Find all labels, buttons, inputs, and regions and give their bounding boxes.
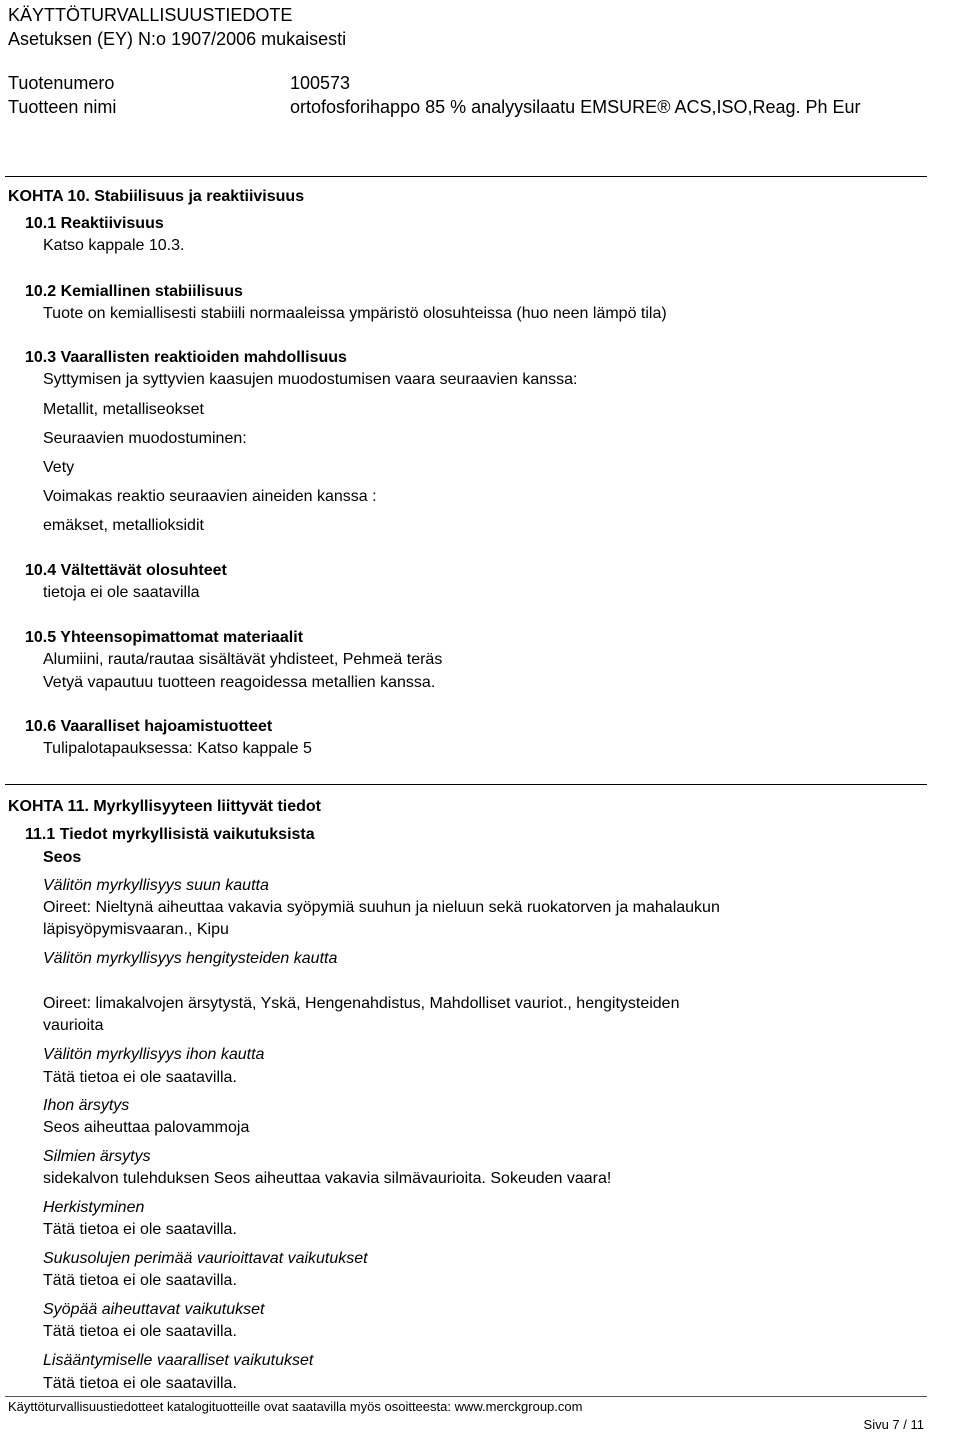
subsection-10-6-title: 10.6 Vaaralliset hajoamistuotteet (25, 718, 273, 735)
subsection-10-5-line: Alumiini, rauta/rautaa sisältävät yhdisteet, Pehmeä teräs (43, 651, 443, 668)
product-name-label: Tuotteen nimi (8, 97, 117, 117)
footer-rule (5, 1396, 927, 1397)
product-number: 100573 (290, 73, 351, 93)
oral-toxicity-line: Oireet: Nieltynä aiheuttaa vakavia syöpymiä suuhun ja nieluun sekä ruokatorven ja mahalaukun (43, 899, 720, 916)
eye-irritation-text: sidekalvon tulehduksen Seos aiheuttaa vakavia silmävaurioita. Sokeuden vaara! (43, 1170, 612, 1187)
eye-irritation-title: Silmien ärsytys (43, 1148, 151, 1165)
sensitisation-title: Herkistyminen (43, 1199, 145, 1216)
dermal-toxicity-text: Tätä tietoa ei ole saatavilla. (43, 1069, 237, 1086)
oral-toxicity-line: läpisyöpymisvaaran., Kipu (43, 921, 229, 938)
product-name: ortofosforihappo 85 % analyysilaatu EMSURE® ACS,ISO,Reag. Ph Eur (290, 97, 861, 117)
reproductive-toxicity-title: Lisääntymiselle vaaralliset vaikutukset (43, 1352, 314, 1369)
product-number-label: Tuotenumero (8, 73, 115, 93)
section-11-rule (5, 784, 927, 785)
mutagenicity-text: Tätä tietoa ei ole saatavilla. (43, 1272, 237, 1289)
subsection-10-1-text: Katso kappale 10.3. (43, 237, 185, 254)
subsection-10-1-title: 10.1 Reaktiivisuus (25, 215, 164, 232)
subsection-10-4-text: tietoja ei ole saatavilla (43, 584, 200, 601)
subsection-10-2-text: Tuote on kemiallisesti stabiili normaaleissa ympäristö olosuhteissa (huo neen lämpö tila) (43, 305, 667, 322)
subsection-10-3-title: 10.3 Vaarallisten reaktioiden mahdollisuus (25, 349, 347, 366)
sensitisation-text: Tätä tietoa ei ole saatavilla. (43, 1221, 237, 1238)
subsection-10-3-line: Seuraavien muodostuminen: (43, 430, 247, 447)
oral-toxicity-title: Välitön myrkyllisyys suun kautta (43, 877, 269, 894)
skin-irritation-title: Ihon ärsytys (43, 1097, 130, 1114)
section-10-rule (5, 176, 927, 177)
footer-note: Käyttöturvallisuustiedotteet katalogituotteille ovat saatavilla myös osoitteesta: www.merckgroup.com (8, 1399, 583, 1414)
subsection-10-3-line: Syttymisen ja syttyvien kaasujen muodostumisen vaara seuraavien kanssa: (43, 371, 578, 388)
mixture-label: Seos (43, 849, 82, 866)
section-11-title: KOHTA 11. Myrkyllisyyteen liittyvät tiedot (8, 798, 321, 815)
inhalation-toxicity-line: vaurioita (43, 1017, 104, 1034)
reproductive-toxicity-text: Tätä tietoa ei ole saatavilla. (43, 1375, 237, 1392)
page-number: Sivu 7 / 11 (863, 1417, 924, 1432)
mutagenicity-title: Sukusolujen perimää vaurioittavat vaikutukset (43, 1250, 368, 1267)
inhalation-toxicity-title: Välitön myrkyllisyys hengitysteiden kautta (43, 950, 338, 967)
subsection-10-4-title: 10.4 Vältettävät olosuhteet (25, 562, 227, 579)
subsection-10-3-line: Metallit, metalliseokset (43, 401, 204, 418)
subsection-10-5-line: Vetyä vapautuu tuotteen reagoidessa metallien kanssa. (43, 674, 436, 691)
subsection-10-2-title: 10.2 Kemiallinen stabiilisuus (25, 283, 243, 300)
carcinogenicity-title: Syöpää aiheuttavat vaikutukset (43, 1301, 265, 1318)
carcinogenicity-text: Tätä tietoa ei ole saatavilla. (43, 1323, 237, 1340)
subsection-10-3-line: Vety (43, 459, 75, 476)
subsection-10-5-title: 10.5 Yhteensopimattomat materiaalit (25, 629, 304, 646)
section-10-title: KOHTA 10. Stabiilisuus ja reaktiivisuus (8, 188, 305, 205)
inhalation-toxicity-line: Oireet: limakalvojen ärsytystä, Yskä, Hengenahdistus, Mahdolliset vauriot., hengitysteiden (43, 995, 680, 1012)
subsection-10-6-text: Tulipalotapauksessa: Katso kappale 5 (43, 740, 312, 757)
regulation-line: Asetuksen (EY) N:o 1907/2006 mukaisesti (8, 29, 347, 49)
skin-irritation-text: Seos aiheuttaa palovammoja (43, 1119, 250, 1136)
document-title: KÄYTTÖTURVALLISUUSTIEDOTE (8, 5, 293, 25)
subsection-11-1-title: 11.1 Tiedot myrkyllisistä vaikutuksista (25, 826, 315, 843)
dermal-toxicity-title: Välitön myrkyllisyys ihon kautta (43, 1046, 265, 1063)
subsection-10-3-line: Voimakas reaktio seuraavien aineiden kanssa : (43, 488, 377, 505)
subsection-10-3-line: emäkset, metallioksidit (43, 517, 204, 534)
